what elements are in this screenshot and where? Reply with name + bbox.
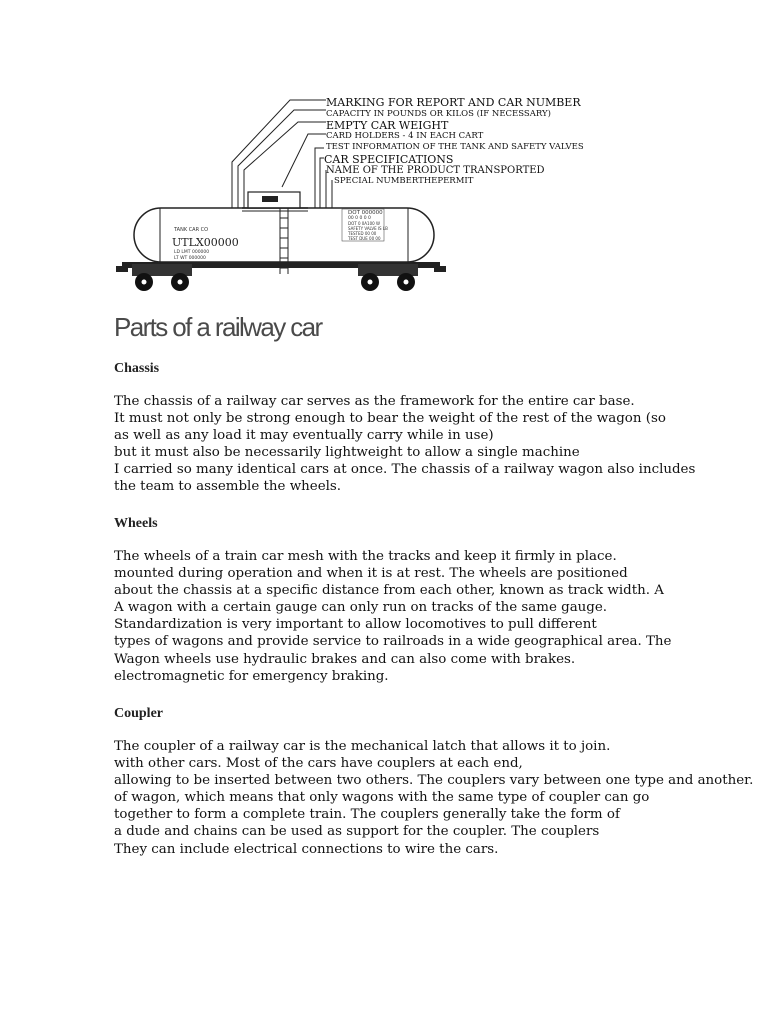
label-empty-weight: EMPTY CAR WEIGHT	[326, 119, 449, 132]
label-special-number: SPECIAL NUMBERTHEPERMIT	[334, 176, 474, 186]
capacity-marking: LD LMT 000000	[174, 250, 210, 255]
text-line: I carried so many identical cars at once. The chassis of a railway wagon also includes	[114, 462, 696, 478]
tank-car-diagram	[112, 92, 582, 292]
spec-line-3: DOT 0 0A100 W	[348, 221, 380, 226]
text-line: Standardization is very important to allow locomotives to pull different	[114, 617, 597, 633]
spec-line-5: TESTED 00 00	[348, 231, 377, 236]
label-test-info: TEST INFORMATION OF THE TANK AND SAFETY VALVES	[326, 142, 584, 152]
section-body-coupler	[114, 738, 754, 858]
label-report-marking: MARKING FOR REPORT AND CAR NUMBER	[326, 96, 581, 109]
text-line: Wagon wheels use hydraulic brakes and can also come with brakes.	[114, 651, 576, 667]
text-line: the team to assemble the wheels.	[114, 479, 342, 495]
section-body-wheels	[114, 548, 714, 685]
text-line: with other cars. Most of the cars have couplers at each end,	[114, 756, 523, 772]
section-wheels	[114, 516, 714, 685]
section-body-chassis	[114, 393, 714, 496]
car-number: UTLX00000	[172, 236, 239, 249]
text-line: allowing to be inserted between two others. The couplers vary between one type and another.	[114, 773, 754, 789]
label-capacity: CAPACITY IN POUNDS OR KILOS (IF NECESSARY)	[326, 109, 551, 119]
text-line: together to form a complete train. The couplers generally take the form of	[114, 807, 620, 823]
spec-line-6: TEST DUE 00 00	[348, 236, 381, 241]
text-line: A wagon with a certain gauge can only run on tracks of the same gauge.	[114, 600, 608, 616]
text-line: The wheels of a train car mesh with the tracks and keep it firmly in place.	[114, 549, 617, 564]
spec-line-2: 00 0 0 0 0	[348, 216, 371, 221]
text-line: electromagnetic for emergency braking.	[114, 668, 389, 684]
text-line: They can include electrical connections to wire the cars.	[114, 841, 499, 857]
label-card-holders: CARD HOLDERS - 4 IN EACH CART	[326, 131, 484, 141]
weight-marking: LT WT 000000	[174, 256, 206, 261]
text-line: types of wagons and provide service to railroads in a wide geographical area. The	[114, 634, 672, 650]
text-line: but it must also be necessarily lightweight to allow a single machine	[114, 445, 580, 461]
label-car-specifications: CAR SPECIFICATIONS	[324, 153, 454, 166]
section-heading-chassis: Chassis	[114, 361, 160, 376]
text-line: mounted during operation and when it is at rest. The wheels are positioned	[114, 566, 628, 582]
spec-line-1: DOT 000000	[348, 210, 383, 216]
section-heading-wheels: Wheels	[114, 516, 158, 531]
page-title: Parts of a railway car	[114, 312, 322, 342]
text-line: a dude and chains can be used as support for the coupler. The couplers	[114, 824, 600, 840]
section-coupler	[114, 706, 754, 858]
text-line: of wagon, which means that only wagons with the same type of coupler can go	[114, 790, 650, 806]
spec-line-4: SAFETY VALVE IS LB	[348, 226, 388, 231]
section-chassis	[114, 361, 714, 496]
label-product-name: NAME OF THE PRODUCT TRANSPORTED	[326, 165, 545, 176]
text-line: The chassis of a railway car serves as the framework for the entire car base.	[114, 394, 635, 409]
text-line: about the chassis at a specific distance from each other, known as track width. A	[114, 583, 664, 599]
section-heading-coupler: Coupler	[114, 706, 163, 721]
text-line: The coupler of a railway car is the mechanical latch that allows it to join.	[114, 739, 611, 754]
text-line: as well as any load it may eventually carry while in use)	[114, 428, 494, 444]
text-line: It must not only be strong enough to bear the weight of the rest of the wagon (so	[114, 411, 666, 427]
car-company-text: TANK CAR CO	[174, 227, 209, 233]
